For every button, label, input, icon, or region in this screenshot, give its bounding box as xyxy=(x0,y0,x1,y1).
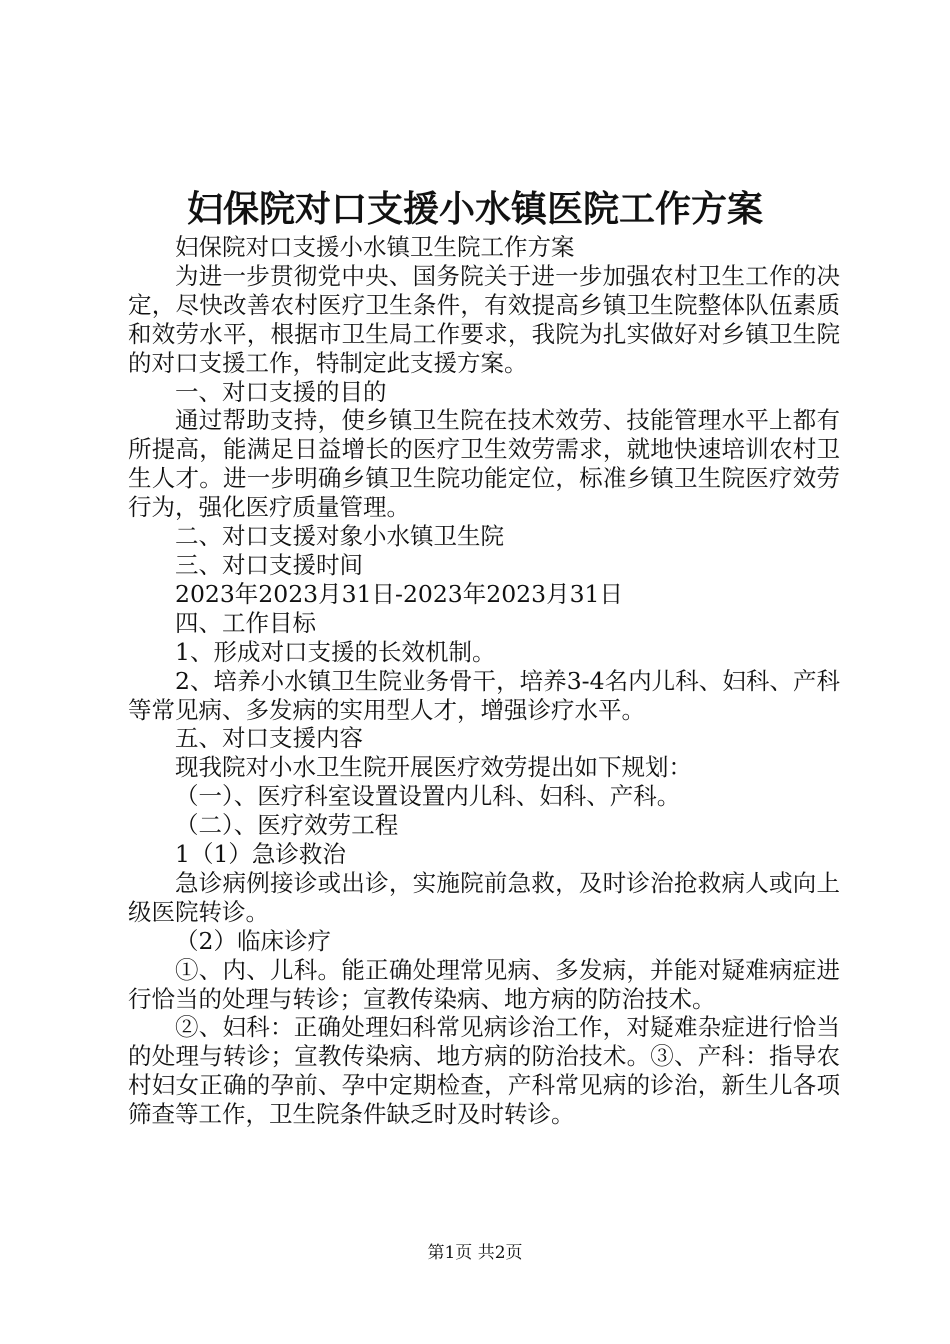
section-heading-time: 三、对口支援时间 xyxy=(175,550,363,579)
goal-item-1: 1、形成对口支援的长效机制。 xyxy=(175,637,496,666)
goal-item-2: 2、培养小水镇卫生院业务骨干，培养3-4名内儿科、妇科、产科等常见病、多发病的实用型人才，增强诊疗水平。 xyxy=(128,666,840,724)
intro-paragraph: 为进一步贯彻党中央、国务院关于进一步加强农村卫生工作的决定，尽快改善农村医疗卫生条件，有效提高乡镇卫生院整体队伍素质和效劳水平，根据市卫生局工作要求，我院为扎实做好对乡镇卫生院的对口支援工作，特制定此支援方案。 xyxy=(128,261,840,377)
section-heading-target: 二、对口支援对象小水镇卫生院 xyxy=(175,522,504,551)
clinical-heading: （2）临床诊疗 xyxy=(175,926,331,955)
section-heading-purpose: 一、对口支援的目的 xyxy=(175,377,387,406)
section-heading-content: 五、对口支援内容 xyxy=(175,724,363,753)
content-item-services: （二）、医疗效劳工程 xyxy=(175,811,399,840)
emergency-paragraph: 急诊病例接诊或出诊，实施院前急救，及时诊治抢救病人或向上级医院转诊。 xyxy=(128,868,840,926)
document-title: 妇保院对口支援小水镇医院工作方案 xyxy=(186,188,763,230)
emergency-heading: 1（1）急诊救治 xyxy=(175,840,346,869)
document-body xyxy=(128,233,840,1129)
time-range-paragraph: 2023年2023月31日-2023年2023月31日 xyxy=(175,579,623,608)
internal-pediatrics-paragraph: ①、内、儿科。能正确处理常见病、多发病，并能对疑难病症进行恰当的处理与转诊；宣教传染病、地方病的防治技术。 xyxy=(128,955,840,1013)
section-heading-goals: 四、工作目标 xyxy=(175,608,316,637)
content-intro-paragraph: 现我院对小水卫生院开展医疗效劳提出如下规划： xyxy=(175,753,692,782)
subtitle-paragraph: 妇保院对口支援小水镇卫生院工作方案 xyxy=(175,233,575,261)
page-footer: 第1页 共2页 xyxy=(427,1243,523,1263)
gynecology-obstetrics-paragraph: ②、妇科：正确处理妇科常见病诊治工作，对疑难杂症进行恰当的处理与转诊；宣教传染病、地方病的防治技术。③、产科：指导农村妇女正确的孕前、孕中定期检查，产科常见病的诊治，新生儿各项筛查等工作，卫生院条件缺乏时及时转诊。 xyxy=(128,1013,840,1129)
content-item-departments: （一）、医疗科室设置设置内儿科、妇科、产科。 xyxy=(175,782,681,811)
purpose-paragraph: 通过帮助支持，使乡镇卫生院在技术效劳、技能管理水平上都有所提高，能满足日益增长的医疗卫生效劳需求，就地快速培训农村卫生人才。进一步明确乡镇卫生院功能定位，标准乡镇卫生院医疗效劳行为，强化医疗质量管理。 xyxy=(128,406,840,522)
